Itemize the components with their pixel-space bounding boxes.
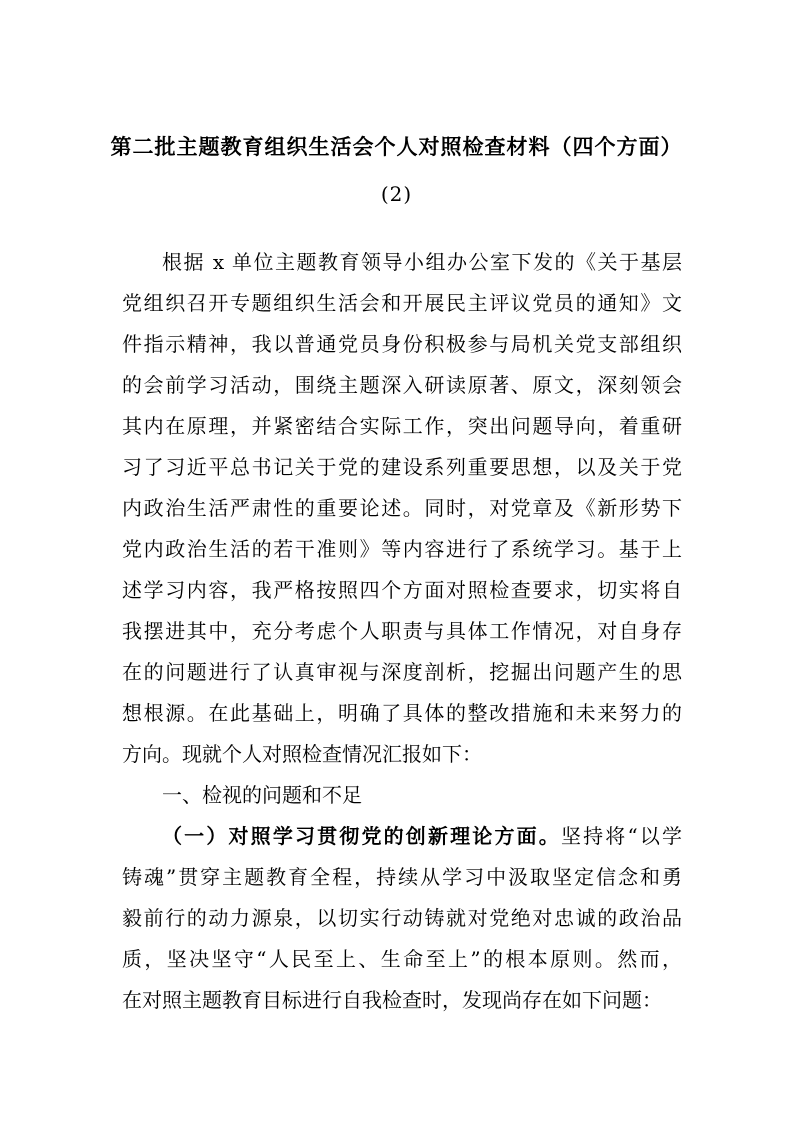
intro-line: 根据 x 单位主题教育领导小组办公室下发的《关于基层 bbox=[162, 250, 682, 274]
intro-line: 想根源。在此基础上，明确了具体的整改措施和未来努力的 bbox=[122, 701, 682, 725]
intro-line: 在的问题进行了认真审视与深度剖析，挖掘出问题产生的思 bbox=[122, 660, 682, 684]
document-title-number: (2) bbox=[380, 182, 413, 206]
intro-line: 习了习近平总书记关于党的建设系列重要思想，以及关于党 bbox=[122, 455, 682, 479]
intro-line: 述学习内容，我严格按照四个方面对照检查要求，切实将自 bbox=[122, 578, 682, 602]
section-heading: 一、检视的问题和不足 bbox=[162, 783, 362, 807]
intro-line: 党组织召开专题组织生活会和开展民主评议党员的通知》文 bbox=[122, 291, 682, 315]
intro-line: 方向。现就个人对照检查情况汇报如下： bbox=[122, 742, 482, 766]
subsection-line: 毅前行的动力源泉，以切实行动铸就对党绝对忠诚的政治品 bbox=[122, 906, 682, 930]
intro-line: 其内在原理，并紧密结合实际工作，突出问题导向，着重研 bbox=[122, 414, 682, 438]
subsection-line: 在对照主题教育目标进行自我检查时，发现尚存在如下问题： bbox=[122, 988, 662, 1012]
intro-line: 党内政治生活的若干准则》等内容进行了系统学习。基于上 bbox=[122, 537, 682, 561]
intro-line: 的会前学习活动，围绕主题深入研读原著、原文，深刻领会 bbox=[122, 373, 682, 397]
subsection-first-line-rest: 坚持将“以学 bbox=[560, 824, 682, 848]
subsection-first-line bbox=[162, 823, 682, 849]
document-title: 第二批主题教育组织生活会个人对照检查材料（四个方面） bbox=[110, 134, 683, 159]
subsection-lead: （一）对照学习贯彻党的创新理论方面。 bbox=[162, 824, 561, 848]
intro-line: 我摆进其中，充分考虑个人职责与具体工作情况，对自身存 bbox=[122, 619, 682, 643]
intro-line: 内政治生活严肃性的重要论述。同时，对党章及《新形势下 bbox=[122, 496, 682, 520]
subsection-line: 质，坚决坚守“人民至上、生命至上”的根本原则。然而， bbox=[122, 947, 682, 971]
intro-line: 件指示精神，我以普通党员身份积极参与局机关党支部组织 bbox=[122, 332, 682, 356]
subsection-line: 铸魂”贯穿主题教育全程，持续从学习中汲取坚定信念和勇 bbox=[122, 865, 682, 889]
